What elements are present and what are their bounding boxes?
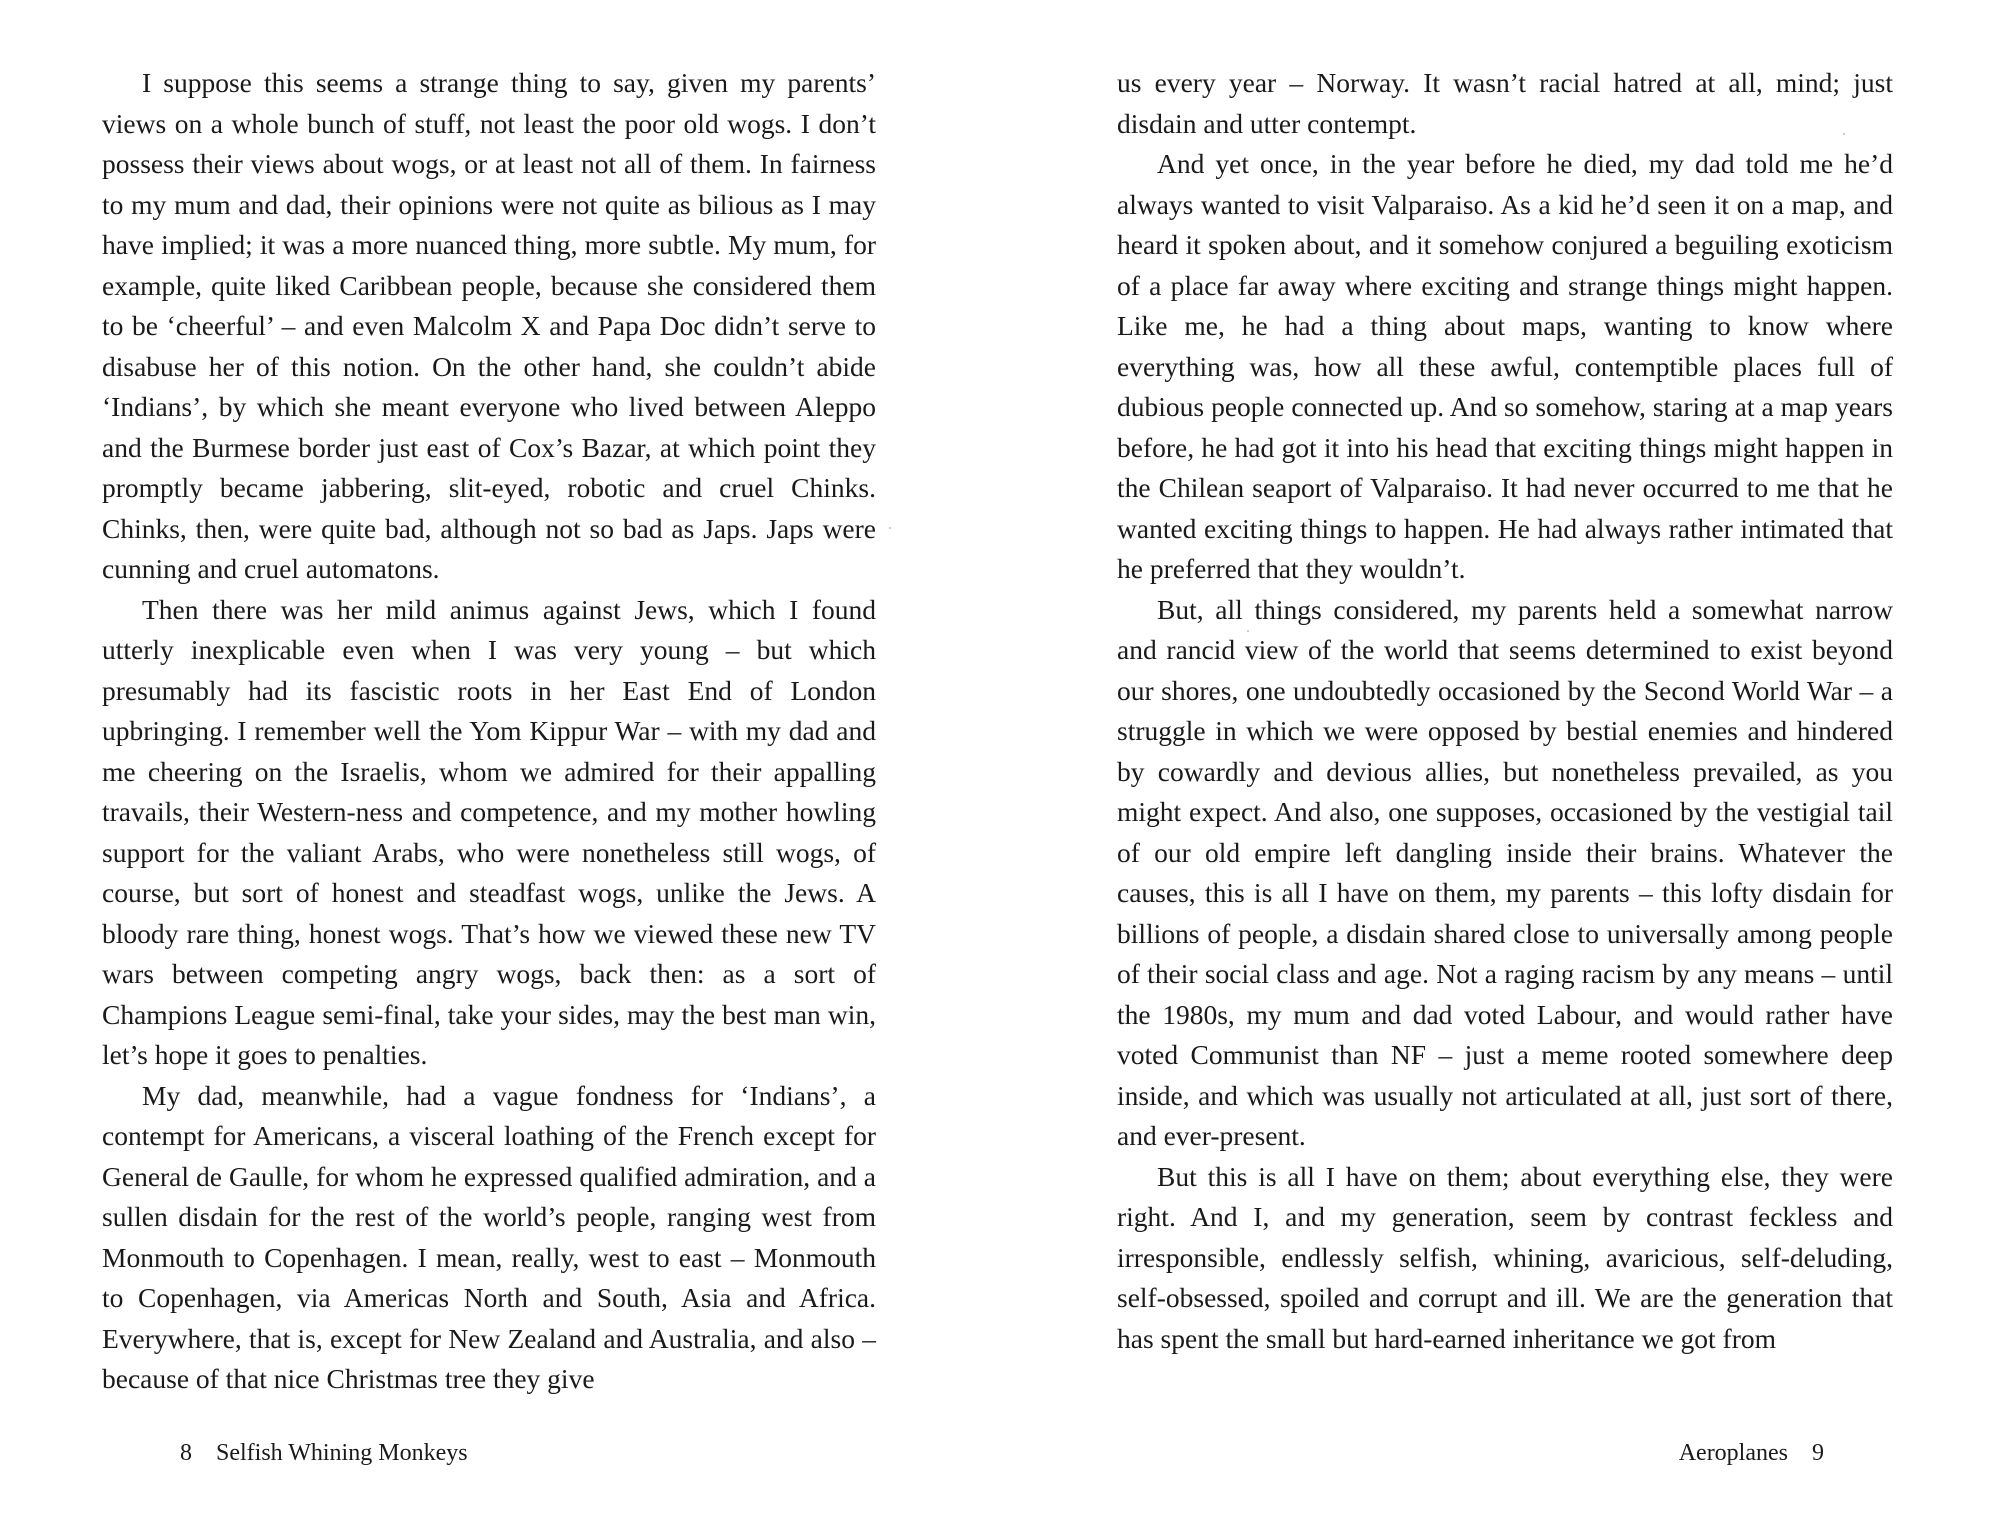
running-title: Aeroplanes xyxy=(1678,1440,1788,1466)
page-number: 8 xyxy=(180,1440,192,1466)
paper-speck xyxy=(1843,133,1845,135)
paragraph: I suppose this seems a strange thing to say, given my parents’ views on a whole bunch of stuff, not least the poor old wogs. I don’t possess their views about wogs, or at least not all of them. In fairness to my mum and dad, their opinions were not quite as bilious as I may have implied; it was a more nuanced thing, more subtle. My mum, for example, quite liked Caribbean people, because she considered them to be ‘cheerful’ – and even Malcolm X and Papa Doc didn’t serve to disabuse her of this notion. On the other hand, she couldn’t abide ‘Indians’, by which she meant everyone who lived between Aleppo and the Burmese border just east of Cox’s Bazar, at which point they promptly became jabbering, slit-eyed, robotic and cruel Chinks. Chinks, then, were quite bad, although not so bad as Japs. Japs were cunning and cruel automatons. xyxy=(102,67,876,584)
page-number: 9 xyxy=(1812,1440,1824,1466)
paragraph: But, all things considered, my parents held a somewhat narrow and rancid view of the world that seems determined to exist beyond our shores, one undoubtedly occasioned by the Second World War – a struggle in which we were opposed by bestial enemies and hindered by cowardly and devious allies, but nonetheless prevailed, as you might expect. And also, one supposes, occasioned by the vestigial tail of our old empire left dangling inside their brains. Whatever the causes, this is all I have on them, my parents – this lofty disdain for billions of people, a disdain shared close to universally among people of their social class and age. Not a raging racism by any means – until the 1980s, my mum and dad voted Labour, and would rather have voted Communist than NF – just a meme rooted somewhere deep inside, and which was usually not articulated at all, just sort of there, and ever-present. xyxy=(1117,593,1893,1151)
right-page xyxy=(1000,0,2000,1537)
paragraph: But this is all I have on them; about everything else, they were right. And I, and my generation, seem by contrast feckless and irresponsible, endlessly selfish, whining, avaricious, self-deluding, self-obsessed, spoiled and corrupt and ill. We are the generation that has spent the small but hard-earned inheritance we got from xyxy=(1117,1160,1893,1354)
paper-speck xyxy=(889,527,891,529)
right-page-footer xyxy=(1679,1438,1824,1468)
paragraph-continuation: us every year – Norway. It wasn’t racial hatred at all, mind; just disdain and utter contempt. xyxy=(1117,67,1893,139)
right-page-body xyxy=(1117,63,1893,1359)
left-page-footer xyxy=(180,1438,468,1468)
running-title: Selfish Whining Monkeys xyxy=(216,1440,468,1466)
paragraph: Then there was her mild animus against Jews, which I found utterly inexplicable even when I was very young – but which presumably had its fascistic roots in her East End of London upbringing. I remember well the Yom Kippur War – with my dad and me cheering on the Israelis, whom we admired for their appalling travails, their Western-ness and competence, and my mother howling support for the valiant Arabs, who were nonetheless still wogs, of course, but sort of honest and steadfast wogs, unlike the Jews. A bloody rare thing, honest wogs. That’s how we viewed these new TV wars between competing angry wogs, back then: as a sort of Champions League semi-final, take your sides, may the best man win, let’s hope it goes to penalties. xyxy=(102,593,876,1070)
paragraph: And yet once, in the year before he died, my dad told me he’d always wanted to visit Valparaiso. As a kid he’d seen it on a map, and heard it spoken about, and it somehow conjured a beguiling exoticism of a place far away where exciting and strange things might happen. Like me, he had a thing about maps, wanting to know where everything was, how all these awful, contemptible places full of dubious people connected up. And so somehow, staring at a map years before, he had got it into his head that exciting things might happen in the Chilean seaport of Valparaiso. It had never occurred to me that he wanted exciting things to happen. He had always rather intimated that he preferred that they wouldn’t. xyxy=(1117,148,1893,584)
left-page-body xyxy=(102,63,876,1400)
paper-speck xyxy=(1247,630,1249,632)
paragraph: My dad, meanwhile, had a vague fondness for ‘Indians’, a contempt for Americans, a visceral loathing of the French except for General de Gaulle, for whom he expressed qualified admiration, and a sullen disdain for the rest of the world’s people, ranging west from Monmouth to Copenhagen. I mean, really, west to east – Monmouth to Copenhagen, via Americas North and South, Asia and Africa. Everywhere, that is, except for New Zealand and Australia, and also – because of that nice Christmas tree they give xyxy=(102,1079,876,1394)
